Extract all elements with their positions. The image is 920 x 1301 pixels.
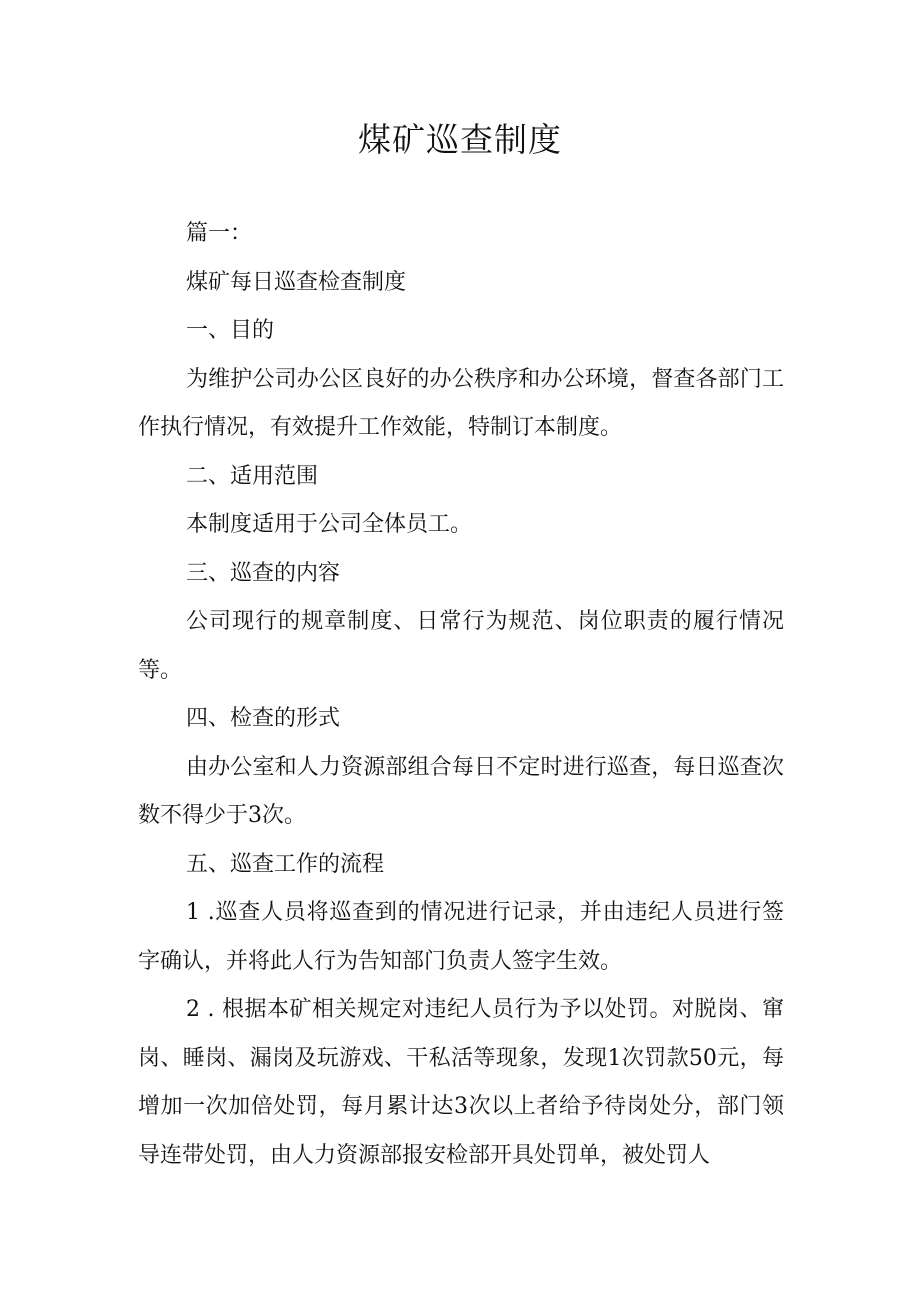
paragraph-content: 公司现行的规章制度、日常行为规范、岗位职责的履行情况等。 [138, 609, 784, 683]
heading-process: 五、巡查工作的流程 [186, 851, 385, 877]
process-item-1: 1 .巡查人员将巡查到的情况进行记录，并由违纪人员进行签字确认，并将此人行为告知部门负责人签字生效。 [138, 900, 784, 974]
heading-form: 四、检查的形式 [186, 706, 341, 731]
heading-content: 三、巡查的内容 [186, 560, 341, 586]
heading-scope: 二、适用范围 [186, 463, 319, 489]
paragraph-scope: 本制度适用于公司全体员工。 [186, 512, 473, 537]
process-item-2: 2 . 根据本矿相关规定对违纪人员行为予以处罚。对脱岗、窜岗、睡岗、漏岗及玩游戏、干私活等现象，发现1次罚款50元，每增加一次加倍处罚，每月累计达3次以上者给予待岗处分，部门领导连带处罚，由人力资源部报安检部开具处罚单，被处罚人 [138, 997, 784, 1168]
document-title: 煤矿巡查制度 [358, 120, 562, 159]
paragraph-purpose: 为维护公司办公区良好的办公秩序和办公环境，督查各部门工作执行情况，有效提升工作效能，特制订本制度。 [138, 366, 784, 440]
paragraph-form: 由办公室和人力资源部组合每日不定时进行巡查，每日巡查次数不得少于3次。 [138, 754, 784, 828]
heading-purpose: 一、目的 [186, 318, 275, 343]
section-label: 篇一： [186, 221, 253, 246]
subtitle: 煤矿每日巡查检查制度 [186, 269, 407, 295]
document-body [138, 210, 784, 1180]
